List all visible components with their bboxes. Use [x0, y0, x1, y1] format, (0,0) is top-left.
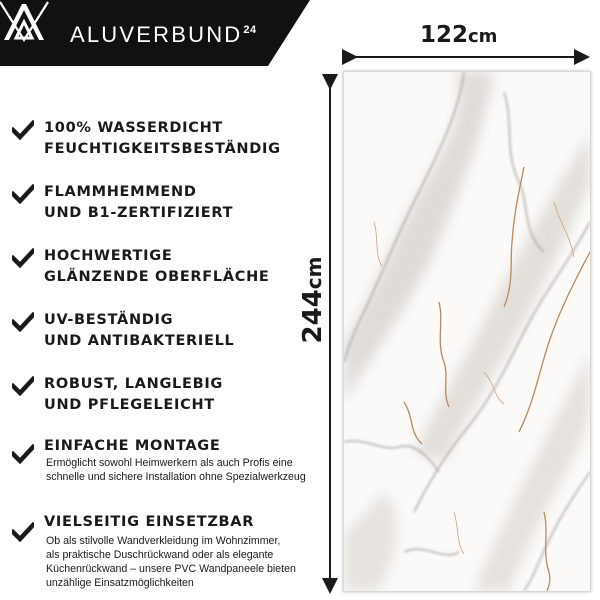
width-value: 122 [420, 22, 469, 48]
height-unit: cm [302, 256, 326, 290]
feature-title-line: EINFACHE MONTAGE [44, 438, 221, 454]
feature-title-line: GLÄNZENDE OBERFLÄCHE [44, 269, 270, 285]
feature-title-line: UND ANTIBAKTERIELL [44, 333, 235, 349]
feature-title-line: HOCHWERTIGE [44, 248, 173, 264]
feature-title-line: 100% WASSERDICHT [44, 120, 224, 136]
feature-title-line: UND PFLEGELEICHT [44, 397, 215, 413]
brand-name-text: ALUVERBUND [70, 22, 243, 47]
feature-description-line: als praktische Duschrückwand oder als elegante [46, 549, 274, 561]
feature-title-line: FLAMMHEMMEND [44, 184, 197, 200]
feature-description-line: Ob als stilvolle Wandverkleidung im Wohnzimmer, [46, 535, 281, 547]
feature-description-line: Küchenrückwand – unsere PVC Wandpaneele bieten [46, 563, 296, 575]
feature-title-line: FEUCHTIGKEITSBESTÄNDIG [44, 141, 281, 157]
marble-panel-image [343, 71, 591, 592]
height-value: 244 [298, 289, 328, 344]
feature-description-line: schnelle und sichere Installation ohne Spezialwerkzeug [46, 471, 306, 483]
feature-description-line: Ermöglicht sowohl Heimwerkern als auch Profis eine [46, 457, 293, 469]
width-unit: cm [468, 26, 498, 47]
brand-suffix: 24 [243, 24, 257, 36]
feature-title-line: UV-BESTÄNDIG [44, 312, 174, 328]
marble-texture [344, 72, 590, 591]
height-dimension-label [298, 255, 328, 345]
feature-title-line: ROBUST, LANGLEBIG [44, 376, 224, 392]
feature-title-line: VIELSEITIG EINSETZBAR [44, 514, 255, 530]
width-dimension-label [420, 22, 497, 48]
feature-title-line: UND B1-ZERTIFIZIERT [44, 205, 234, 221]
feature-description-line: unzählige Einsatzmöglichkeiten [46, 577, 194, 589]
